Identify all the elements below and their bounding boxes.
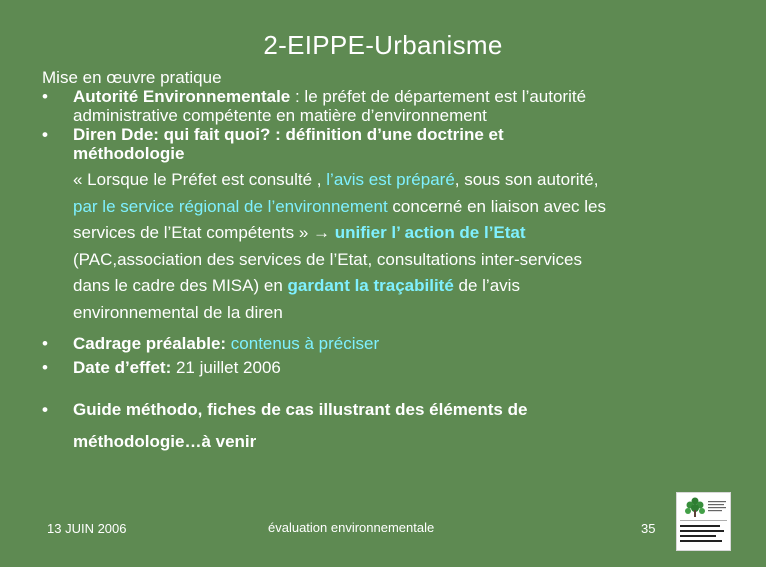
- quote-l1a: « Lorsque le Préfet est consulté ,: [73, 170, 327, 189]
- bullet-autorite: [42, 87, 742, 125]
- bullet-guide-line1: Guide méthodo, fiches de cas illustrant des éléments de: [73, 400, 528, 419]
- bullet-autorite-bold: Autorité Environnementale: [73, 87, 291, 106]
- bullet-cadrage-bold: Cadrage préalable:: [73, 334, 227, 353]
- bullet-marker: •: [42, 87, 48, 106]
- quote-l4: (PAC,association des services de l’Etat, consultations inter-services: [73, 249, 582, 269]
- quote-l6: environnemental de la diren: [73, 302, 283, 322]
- quote-block: [73, 167, 742, 326]
- quote-l3a: services de l’Etat compétents » →: [73, 223, 335, 242]
- bullet-guide: [42, 394, 742, 458]
- quote-l2b: concerné en liaison avec les: [387, 196, 606, 216]
- diren-logo: [676, 492, 731, 551]
- quote-l2a: par le service régional de l’environnement: [73, 196, 388, 216]
- quote-l1b: l’avis est préparé: [326, 170, 455, 189]
- bullet-date-bold: Date d’effet:: [73, 358, 172, 377]
- slide-body: [42, 68, 742, 458]
- bullet-diren-line2: méthodologie: [73, 144, 185, 163]
- tree-icon: [685, 498, 705, 518]
- bullet-marker: •: [42, 334, 48, 353]
- quote-l5b: gardant la traçabilité: [287, 276, 454, 295]
- bullet-date: [42, 356, 742, 380]
- quote-l1c: , sous son autorité,: [454, 170, 599, 189]
- bullet-guide-line2: méthodologie…à venir: [73, 432, 257, 451]
- bullet-cadrage-text: contenus à préciser: [226, 334, 380, 353]
- slide-title: 2-EIPPE-Urbanisme: [263, 30, 503, 60]
- bullet-date-text: 21 juillet 2006: [171, 358, 281, 377]
- footer-page-number: 35: [641, 521, 656, 536]
- footer-date: 13 JUIN 2006: [47, 521, 127, 536]
- bullet-marker: •: [42, 400, 48, 419]
- diren-logo-graphic: [677, 493, 730, 550]
- bullet-cadrage: [42, 332, 742, 356]
- quote-l5c: de l’avis: [453, 276, 520, 295]
- quote-l3b: unifier l’ action de l’Etat: [334, 223, 526, 242]
- section-heading: Mise en œuvre pratique: [42, 68, 222, 87]
- bullet-diren-line1: Diren Dde: qui fait quoi? : définition d’une doctrine et: [73, 125, 504, 144]
- bullet-marker: •: [42, 125, 48, 144]
- quote-l5a: dans le cadre des MISA) en: [73, 276, 288, 295]
- bullet-marker: •: [42, 358, 48, 377]
- bullet-diren: [42, 125, 742, 163]
- footer-center: évaluation environnementale: [268, 520, 435, 535]
- bullet-autorite-text: : le préfet de département est l’autorité: [290, 87, 587, 106]
- bullet-autorite-line2: administrative compétente en matière d’environnement: [73, 106, 487, 125]
